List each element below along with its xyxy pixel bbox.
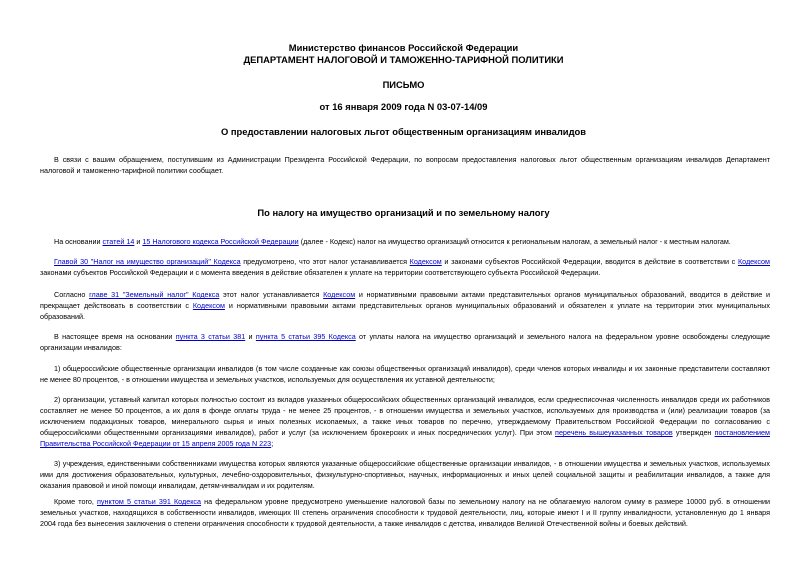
link-chapter-31[interactable]: главе 31 "Земельный налог" Кодекса [89, 290, 220, 299]
p6-text-c: ; [271, 439, 274, 448]
ministry-name: Министерство финансов Российской Федерации [288, 42, 519, 53]
p3-text-a: Согласно [54, 290, 90, 299]
p1-text-a: На основании [54, 237, 103, 246]
p8-text-b: на федеральном уровне предусмотрено уменьшение налоговой базы по земельному налогу на не облагаемую налогом сумму в размере 10000 руб. в отношении земельных участков, находящихся в собственности инвалидов, имеющих III степень ограничения способности к трудовой деятельности, лиц, которые имеют I и II группу инвалидности, установленную до 1 января 2004 года без вынесения заключения о степени ограничения способности к трудовой деятельности, а также инвалидов с детства, инвалидов Великой Отечественной войны и боевых действий. [40, 497, 770, 528]
p1-text-b: и [134, 237, 143, 246]
paragraph-3 [40, 289, 770, 322]
doc-date-number: от 16 января 2009 года N 03-07-14/09 [319, 101, 488, 112]
link-chapter-30[interactable]: Главой 30 "Налог на имущество организаций" Кодекса [54, 257, 241, 266]
paragraph-2 [40, 256, 770, 278]
paragraph-8 [40, 496, 770, 529]
link-government-decree[interactable]: постановлением Правительства Российской Федерации от 15 апреля 2005 года N 223 [40, 428, 770, 448]
link-article-15-tax-code[interactable]: 15 Налогового кодекса Российской Федерации [142, 237, 299, 246]
link-goods-list[interactable]: перечень вышеуказанных товаров [555, 428, 673, 437]
link-article-395[interactable]: пункта 5 статьи 395 Кодекса [255, 332, 356, 341]
p2-text-c: законами субъектов Российской Федерации и с момента введения в действие обязателен к уплате на территории соответствующего субъекта Российской Федерации. [40, 268, 601, 277]
section-title: По налогу на имущество организаций и по земельному налогу [257, 207, 550, 218]
p5-text: 1) общероссийские общественные организации инвалидов (в том числе созданные как союзы общественных организаций инвалидов), среди членов которых инвалиды и их законные представители составляют не менее 80 процентов, - в отношении имущества и земельных участков, используемых для осуществления их уставной деятельности; [40, 364, 770, 384]
intro-paragraph [40, 154, 770, 176]
p4-text-c: от уплаты налога на имущество организаций и земельного налога на федеральном уровне освобождены следующие организации инвалидов: [40, 332, 771, 352]
link-code[interactable]: Кодексом [323, 290, 356, 299]
p7-text: 3) учреждения, единственными собственниками имущества которых являются указанные общероссийские общественные организации инвалидов, - в отношении имущества и земельных участков, используемых ими для достижения образовательных, культурных, лечебно-оздоровительных, физкультурно-спортивных, научных, информационных и иных целей социальной защиты и реабилитации инвалидов, а также для оказания правовой и иной помощи инвалидам, детям-инвалидам и их родителям. [40, 459, 770, 490]
p2-text-b: и законами субъектов Российской Федерации, вводится в действие в соответствии с [441, 257, 738, 266]
link-code[interactable]: Кодексом [409, 257, 442, 266]
p4-text-b: и [245, 332, 256, 341]
p3-text-d: и нормативными правовыми актами представительных органов муниципальных образований и обязателен к уплате на территории этих муниципальных образований. [40, 301, 770, 321]
link-code[interactable]: Кодексом [737, 257, 770, 266]
p2-text-a: предусмотрено, что этот налог устанавливается [240, 257, 410, 266]
doc-type: ПИСЬМО [382, 79, 425, 90]
link-article-14[interactable]: статей 14 [102, 237, 135, 246]
paragraph-4 [40, 331, 770, 353]
paragraph-5 [40, 363, 770, 385]
department-name: ДЕПАРТАМЕНТ НАЛОГОВОЙ И ТАМОЖЕННО-ТАРИФНОЙ ПОЛИТИКИ [243, 54, 564, 65]
p1-text-c: (далее - Кодекс) налог на имущество организаций относится к региональным налогам, а земельный налог - к местным налогам. [298, 237, 731, 246]
link-article-381[interactable]: пункта 3 статьи 381 [175, 332, 246, 341]
p6-text-b: утвержден [672, 428, 715, 437]
paragraph-7 [40, 458, 770, 491]
p3-text-c: и нормативными правовыми актами представительных органов муниципальных образований, вводится в действие и прекращает действовать в соответствии с [40, 290, 770, 310]
p8-text-a: Кроме того, [54, 497, 98, 506]
link-article-391[interactable]: пунктом 5 статьи 391 Кодекса [97, 497, 202, 506]
p6-text-a: 2) организации, уставный капитал которых полностью состоит из вкладов указанных общероссийских общественных организаций инвалидов, если среднесписочная численность инвалидов среди их работников составляет не менее 50 процентов, а их доля в фонде оплаты труда - не менее 25 процентов, - в отношении имущества и земельных участков, используемых для производства и (или) реализации товаров (за исключением подакцизных товаров, минерального сырья и иных полезных ископаемых, а также иных товаров по перечню, утверждаемому Правительством Российской Федерации по согласованию с общероссийскими общественными организациями инвалидов), работ и услуг (за исключением брокерских и иных посреднических услуг). При этом [40, 395, 770, 437]
paragraph-6 [40, 394, 770, 449]
p3-text-b: этот налог устанавливается [219, 290, 324, 299]
doc-subject: О предоставлении налоговых льгот общественным организациям инвалидов [220, 126, 587, 137]
link-code[interactable]: Кодексом [192, 301, 225, 310]
p4-text-a: В настоящее время на основании [54, 332, 176, 341]
intro-text: В связи с вашим обращением, поступившим из Администрации Президента Российской Федерации, по вопросам предоставления налоговых льгот общественным организациям инвалидов Департамент налоговой и таможенно-тарифной политики сообщает. [40, 155, 770, 175]
paragraph-1 [40, 236, 770, 247]
